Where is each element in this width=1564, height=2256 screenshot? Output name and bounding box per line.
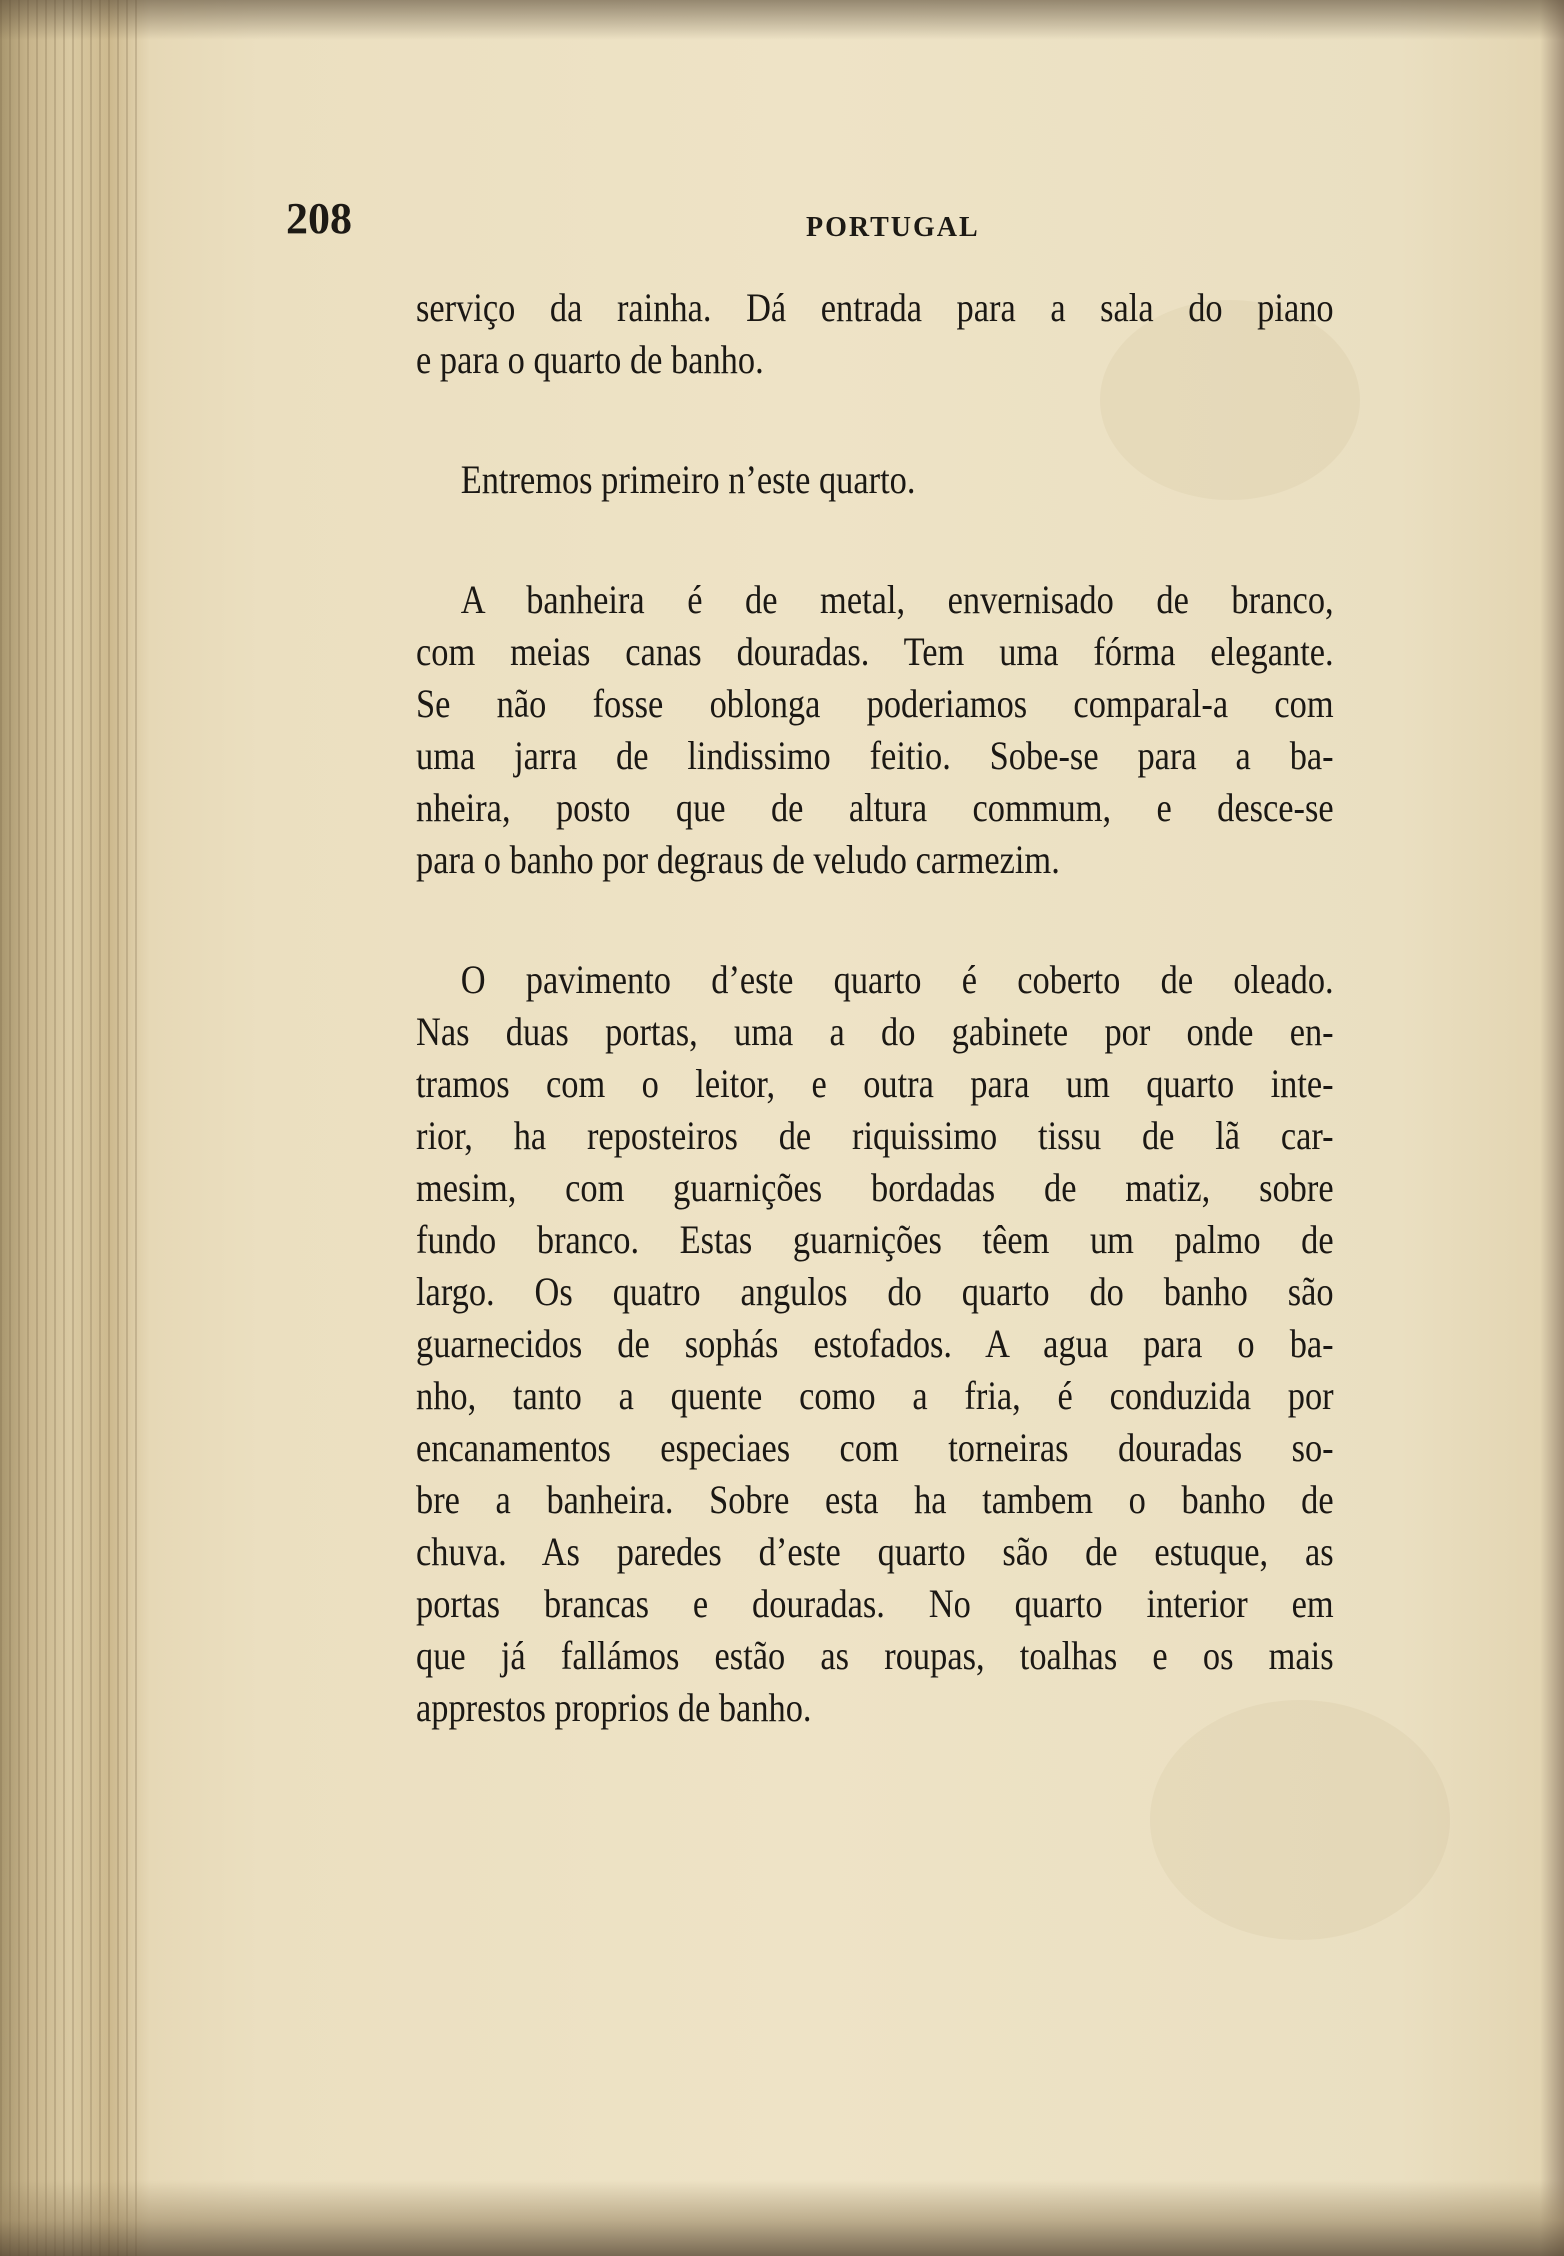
text-line: que já fallámos estão as roupas, toalhas e os mais: [416, 1633, 1334, 1678]
text-line: fundo branco. Estas guarnições têem um palmo de: [416, 1217, 1334, 1262]
text-line: Se não fosse oblonga poderiamos comparal-a com: [416, 681, 1334, 726]
page-number: 208: [286, 194, 352, 243]
text-line: guarnecidos de sophás estofados. A agua para o ba-: [416, 1321, 1334, 1366]
page-edges-left: [0, 0, 140, 2256]
paragraph: [416, 574, 1334, 886]
text-line: O pavimento d’este quarto é coberto de oleado.: [460, 957, 1334, 1002]
text-line: serviço da rainha. Dá entrada para a sala do piano: [416, 285, 1334, 330]
paragraph: [416, 282, 1334, 386]
text-line: nho, tanto a quente como a fria, é conduzida por: [416, 1373, 1334, 1418]
paragraph-gap: [416, 886, 1334, 954]
text-line: portas brancas e douradas. No quarto interior em: [416, 1581, 1334, 1626]
text-line: chuva. As paredes d’este quarto são de estuque, as: [416, 1529, 1334, 1574]
text-line: e para o quarto de banho.: [416, 337, 764, 382]
text-line: bre a banheira. Sobre esta ha tambem o banho de: [416, 1477, 1334, 1522]
text-line: para o banho por degraus de veludo carmezim.: [416, 837, 1060, 882]
paragraph-gap: [416, 506, 1334, 574]
text-line: mesim, com guarnições bordadas de matiz, sobre: [416, 1165, 1334, 1210]
body-text: [416, 282, 1334, 1734]
page-edge-top: [0, 0, 1564, 40]
paper-stain: [1150, 1700, 1450, 1940]
text-line: Nas duas portas, uma a do gabinete por onde en-: [416, 1009, 1334, 1054]
text-line: rior, ha reposteiros de riquissimo tissu de lã car-: [416, 1113, 1334, 1158]
text-line: nheira, posto que de altura commum, e desce-se: [416, 785, 1334, 830]
paragraph: [416, 954, 1334, 1734]
text-line: Entremos primeiro n’este quarto.: [460, 457, 916, 502]
text-line: largo. Os quatro angulos do quarto do banho são: [416, 1269, 1334, 1314]
text-line: tramos com o leitor, e outra para um quarto inte-: [416, 1061, 1334, 1106]
page-edges-bottom: [0, 2180, 1564, 2256]
running-head-title: PORTUGAL: [806, 212, 980, 243]
text-line: apprestos proprios de banho.: [416, 1685, 812, 1730]
text-line: uma jarra de lindissimo feitio. Sobe-se para a ba-: [416, 733, 1334, 778]
text-line: encanamentos especiaes com torneiras douradas so-: [416, 1425, 1334, 1470]
paragraph: [416, 454, 1334, 506]
paragraph-gap: [416, 386, 1334, 454]
text-line: com meias canas douradas. Tem uma fórma elegante.: [416, 629, 1334, 674]
text-line: A banheira é de metal, envernisado de branco,: [460, 577, 1334, 622]
